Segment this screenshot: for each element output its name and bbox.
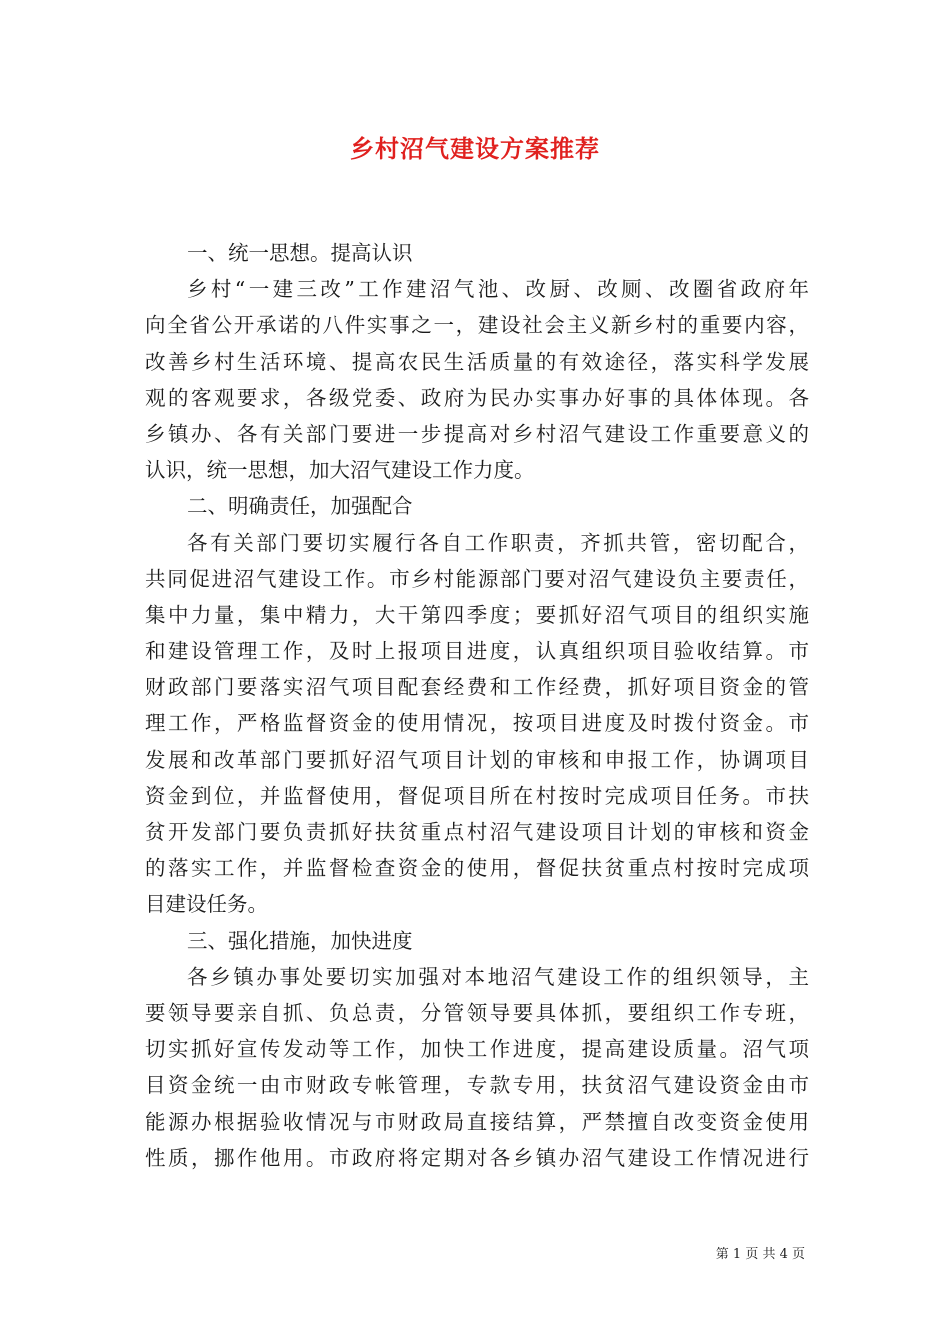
text-line: 改善乡村生活环境、提高农民生活质量的有效途径，落实科学发展 (145, 349, 809, 374)
text-line: 切实抓好宣传发动等工作，加快工作进度，提高建设质量。沼气项 (145, 1037, 809, 1062)
text-line: 性质，挪作他用。市政府将定期对各乡镇办沼气建设工作情况进行 (145, 1145, 809, 1170)
text-line: 目资金统一由市财政专帐管理，专款专用，扶贫沼气建设资金由市 (145, 1073, 809, 1098)
text-line: 能源办根据验收情况与市财政局直接结算，严禁擅自改变资金使用 (145, 1109, 809, 1134)
text-line: 各乡镇办事处要切实加强对本地沼气建设工作的组织领导，主 (187, 964, 809, 989)
text-line: 乡镇办、各有关部门要进一步提高对乡村沼气建设工作重要意义的 (145, 421, 809, 446)
page-title: 乡村沼气建设方案推荐 (350, 134, 600, 163)
text-line: 发展和改革部门要抓好沼气项目计划的审核和申报工作，协调项目 (145, 747, 809, 772)
text-line: 观的客观要求，各级党委、政府为民办实事办好事的具体体现。各 (145, 385, 809, 410)
text-line: 一、统一思想。提高认识 (187, 241, 413, 265)
text-line: 各有关部门要切实履行各自工作职责，齐抓共管，密切配合， (187, 530, 809, 555)
text-line: 要领导要亲自抓、负总责，分管领导要具体抓，要组织工作专班， (145, 1000, 809, 1025)
page-footer: 第 1 页 共 4 页 (715, 1247, 805, 1262)
text-line: 的落实工作，并监督检查资金的使用，督促扶贫重点村按时完成项 (145, 856, 809, 881)
text-line: 财政部门要落实沼气项目配套经费和工作经费，抓好项目资金的管 (145, 675, 809, 700)
text-line: 共同促进沼气建设工作。市乡村能源部门要对沼气建设负主要责任， (145, 566, 809, 591)
text-line: 理工作，严格监督资金的使用情况，按项目进度及时拨付资金。市 (145, 711, 809, 736)
text-line: 集中力量，集中精力，大干第四季度；要抓好沼气项目的组织实施 (145, 602, 809, 627)
text-line: 三、强化措施，加快进度 (187, 928, 413, 953)
text-line: 贫开发部门要负责抓好扶贫重点村沼气建设项目计划的审核和资金 (145, 820, 809, 844)
text-line: 目建设任务。 (145, 892, 268, 917)
text-line: 认识，统一思想，加大沼气建设工作力度。 (145, 458, 535, 483)
text-line: 乡村“一建三改”工作建沼气池、改厨、改厕、改圈省政府年 (187, 277, 809, 302)
text-line: 和建设管理工作，及时上报项目进度，认真组织项目验收结算。市 (145, 639, 809, 664)
text-line: 资金到位，并监督使用，督促项目所在村按时完成项目任务。市扶 (145, 783, 809, 808)
document-body (145, 235, 809, 1176)
text-line: 二、明确责任，加强配合 (187, 494, 413, 519)
text-line: 向全省公开承诺的八件实事之一，建设社会主义新乡村的重要内容， (145, 313, 809, 338)
